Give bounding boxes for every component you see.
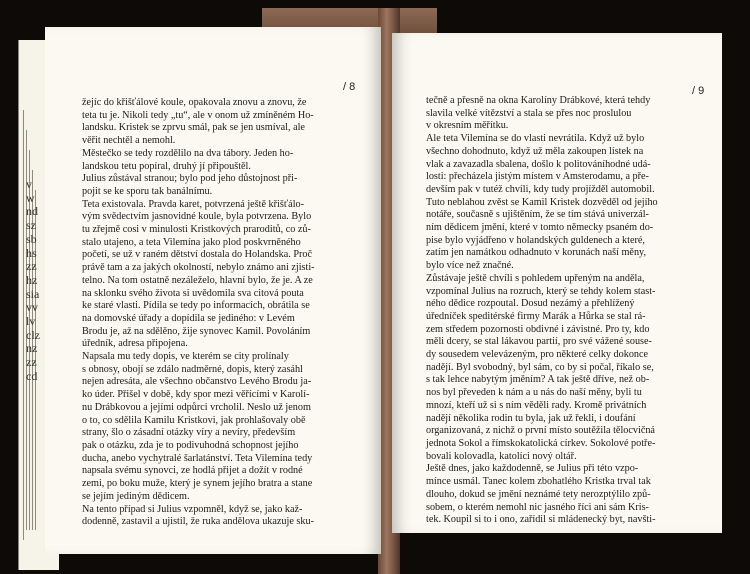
right-page [392,33,722,533]
text-line: pojit se ke sporu tak banálnímu. [82,185,213,197]
text-line: Teta existovala. Pravda karet, potvrzená ještě křišťálo- [82,198,305,210]
text-line: nadějí. Byl svobodný, byl sám, co by si počal, říkalo se, [426,361,654,373]
text-line: v okresním měřítku. [426,120,509,132]
text-line: ním dědicem jmění, které v tomto německy psaném do- [426,222,654,234]
page-body-text [82,97,348,529]
text-line: jednota Sokol a římskokatolická církev. Sokolové potře- [426,437,656,449]
previous-page-cut-letters: vwndszsbhszzhzsia vvlvclznzzzcd [26,177,40,383]
page-number: / 8 [343,81,356,93]
text-line: zemi, po boku muže, který je synem jejího bratra a stane [82,478,313,490]
text-line: Napsala mu tedy dopis, ve kterém se city prolínaly [82,351,289,363]
text-line: zatím jen namátkou odhadnuto v korunách naší měny, [426,247,647,259]
text-line: organizovaná, z nichž o první místo soutěžila tělocvičná [426,425,655,437]
text-line: ného dědice rozpoutal. Dosud nezámý a přehlížený [426,298,635,310]
text-line: se jejím jediným dědicem. [82,490,190,502]
text-line: s obnosy, obojí se zdálo nadměrné, dopis, který zasáhl [82,363,303,375]
text-line: landsku. Kristek se zprvu smál, pak se jen usmíval, ale [82,122,305,134]
text-line: právě tam a za jakých okolností, nebylo známo ani zjisti- [82,262,315,274]
text-line: o to, co sdělila Kamilu Kristkovi, jak prohlašovaly obě [82,414,306,426]
text-line: vým svědectvím jasnovidné koule, byla potvrzena. Bylo [82,211,312,223]
text-line: landskou tetu popíral, druhý jí připouštěl. [82,160,251,172]
text-line: měli dcery, se stal lákavou partií, pro své vážené souse- [426,336,652,348]
text-line: losti: přecházela jistým místem v Amsterodamu, a pře- [426,171,649,183]
text-line: žejíc do křišťálové koule, opakovala znovu a znovu, že [82,97,307,108]
text-line: početí, se už v raném dětství dostala do Holandska. Proč [82,249,313,261]
text-line: úředníček speditérské firmy Marák a Hůrka se stal rá- [426,310,646,322]
text-line: pise bylo vyjádřeno v holandských guldenech a které, [426,234,645,246]
text-line: Ale teta Vilemína se do vlasti nevrátila. Když už bylo [426,133,645,145]
text-line: telno. Na tom ostatně nezáleželo, hlavní bylo, že je. A ze [82,274,313,286]
text-line: stalo utajeno, a teta Vilemína jako plod poskvrněného [82,236,301,248]
text-line: dlouho, dokud se jmění neznámé tety nerozptýlilo způ- [426,488,651,500]
text-line: mnozí, kteří už si s ním věděli rady. Kromě privátních [426,399,647,411]
text-line: strany, šlo o zásadní otázky víry a nevíry, především [82,427,296,439]
text-line: tek. Koupil si to i ono, zařídil si mládenecký byt, navšti- [426,514,656,526]
left-page [45,27,381,554]
text-line: tečně a přesně na okna Karolíny Drábkové, která tehdy [426,95,651,106]
text-line: nos byl převeden k nám a u nás do naší měny, byli tu [426,387,642,399]
text-line: slavila velké vítězství a stala se přes noc proslulou [426,107,632,119]
text-line: Tuto neblahou zvěst se Kamil Kristek dozvěděl od jejího [426,196,658,208]
text-line: ducha, anebo vychytralé šarlatánství. Teta Vilemína tedy [82,452,313,464]
text-line: bylo více než značné. [426,260,514,272]
text-line: sobem, o kterém nemohl nic jasného říci ani sám Kris- [426,501,649,513]
text-line: bovali kolovadla, katolíci nový oltář. [426,450,577,462]
text-line: zem středem pozornosti obdivné i závistné. Pro ty, kdo [426,323,650,335]
text-line: vlak a zavazadla sbalena, došlo k politováníhodné udá- [426,158,651,170]
text-line: teta tu je. Nikoli tedy „tu“, ale v onom už zmíněném Ho- [82,109,314,121]
text-line: Julius zůstával stranou; bylo pod jeho důstojnost při- [82,173,298,185]
text-line: s tak lehce nabytým jměním? A tak ještě dříve, než ob- [426,374,650,386]
text-line: Ještě dnes, jako každodenně, se Julius při této vzpo- [426,463,639,475]
text-line: nu Drábkovou a jejími odpůrci vrcholil. Neslo už jenom [82,401,311,413]
text-line: ke staré vlasti. Pídila se tedy po informacích, obrátila se [82,300,310,312]
text-line: devším pak v tutéž chvíli, kdy tudy projížděl automobil. [426,183,655,195]
page-number: / 9 [692,85,705,97]
text-line: notáře, současně s ujištěním, že se tím stává univerzál- [426,209,649,221]
text-line: nadějí několika rodin tu byla, jak už řekli, i doufání [426,412,636,424]
text-line: vzpomínal Julius na rozruch, který se tehdy kolem stast- [426,285,656,297]
text-line: Na tento případ si Julius vzpomněl, když se, jako kaž- [82,503,303,515]
text-line: mínce usmál. Tanec kolem zbohatlého Kristka trval tak [426,476,651,488]
text-line: ko úder. Přišel v době, kdy spor mezi věřícími v Karolí- [82,389,310,401]
text-line: dy sousedem velevázeným, pro některé celky dokonce [426,349,649,361]
page-body-text [426,95,698,527]
text-line: Zůstávaje ještě chvíli s pohledem upřeným na anděla, [426,272,645,284]
text-line: všechno dohodnuto, když už měla zakoupen lístek na [426,145,644,157]
text-line: na sklonku svého života si uvědomila sva citová pouta [82,287,304,299]
text-line: úředník, adresa připojena. [82,338,188,350]
text-line: tu zřejmě cosi v minulosti Kristkových praroditů, co zů- [82,224,311,236]
text-line: věřit nechtěl a nemohl. [82,135,176,147]
text-line: nejen adresáta, ale všechno občanstvo Levého Brodu ja- [82,376,312,388]
text-line: dodenně, zastavil a ujistil, že ruka andělova ukazuje sku- [82,516,314,528]
text-line: napsala svému synovci, ze hodlá přijet a dožít v rodné [82,465,303,477]
text-line: Městečko se tedy rozdělilo na dva tábory. Jeden ho- [82,147,294,159]
text-line: na domovské úřady a dopídila se jediného: v Levém [82,312,295,324]
text-line: Brodu je, až na sdělěno, žije synovec Kamil. Povoláním [82,325,311,337]
text-line: pak o otázku, zda je to podivuhodná schopnost jejího [82,439,299,451]
